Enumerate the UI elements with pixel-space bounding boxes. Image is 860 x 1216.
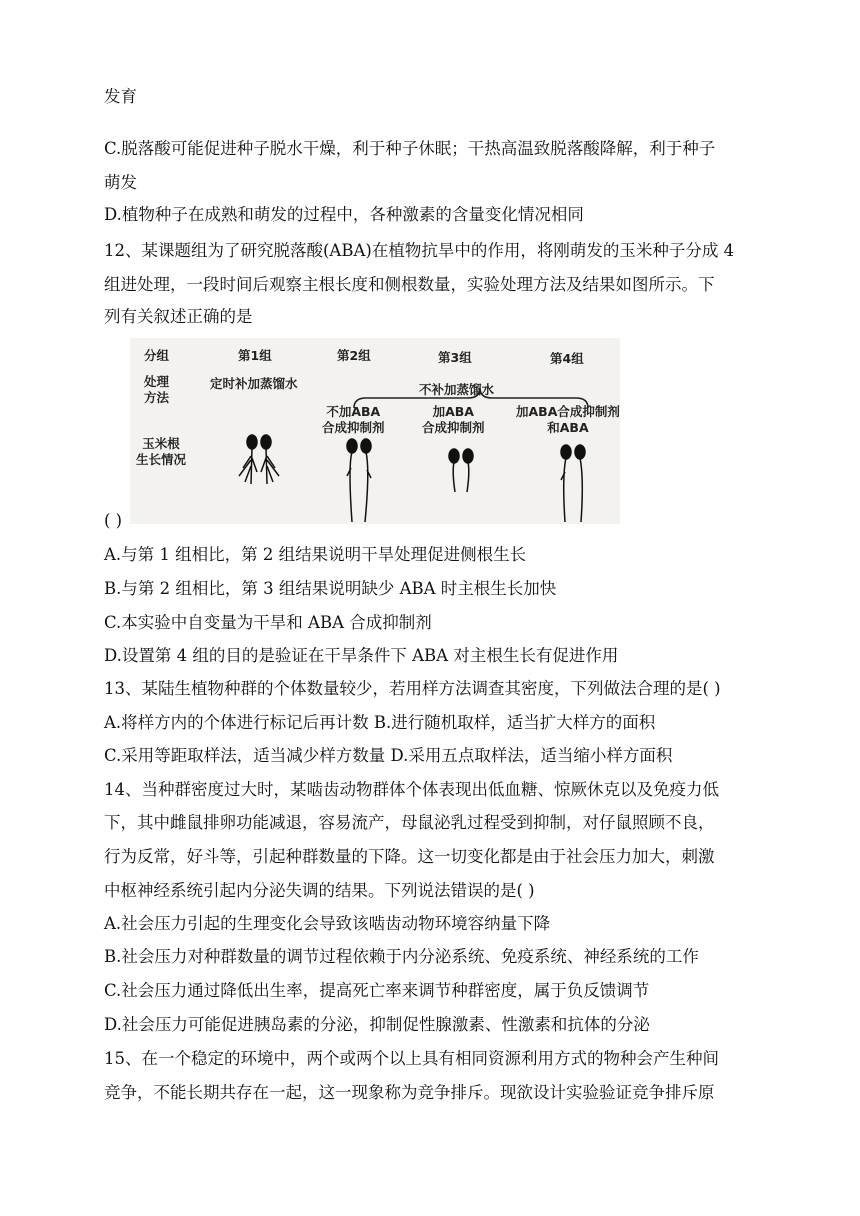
group-1-seedlings [230,432,290,496]
text-line: 下，其中雌鼠排卵功能减退，容易流产，母鼠泌乳过程受到抑制，对仔鼠照顾不良， [104,813,715,832]
text-line: 14、当种群密度过大时，某啮齿动物群体个体表现出低血糖、惊厥休克以及免疫力低 [104,780,719,799]
text-line: C.采用等距取样法，适当减少样方数量 D.采用五点取样法，适当缩小样方面积 [104,746,673,765]
text-line: A.社会压力引起的生理变化会导致该啮齿动物环境容纳量下降 [104,914,551,933]
text-line: 竞争，不能长期共存在一起，这一现象称为竞争排斥。现欲设计实验验证竞争排斥原 [104,1083,715,1102]
text-line: A.与第 1 组相比，第 2 组结果说明干旱处理促进侧根生长 [104,545,527,564]
text-line: 12、某课题组为了研究脱落酸(ABA)在植物抗旱中的作用，将刚萌发的玉米种子分成 4 [104,241,735,260]
text-line: 15、在一个稳定的环境中，两个或两个以上具有相同资源利用方式的物种会产生种间 [104,1049,719,1068]
group-4-seedlings [554,442,594,524]
group-2-label: 第2组 [337,348,371,363]
text-line: D.社会压力可能促进胰岛素的分泌，抑制促性腺激素、性激素和抗体的分泌 [104,1015,650,1034]
text-line: C.本实验中自变量为干旱和 ABA 合成抑制剂 [104,613,432,632]
group-3-treatment: 加ABA 合成抑制剂 [422,404,485,435]
text-line: D.设置第 4 组的目的是验证在干旱条件下 ABA 对主根生长有促进作用 [104,646,619,665]
text-line: 行为反常，好斗等，引起种群数量的下降。这一切变化都是由于社会压力加大，刺激 [104,847,715,866]
group-3-label: 第3组 [438,350,472,365]
text-line: 列有关叙述正确的是 [104,307,253,326]
row-label-group: 分组 [144,348,170,363]
text-line: ( ) [104,511,123,530]
text-line: A.将样方内的个体进行标记后再计数 B.进行随机取样，适当扩大样方的面积 [104,713,656,732]
text-line: B.社会压力对种群数量的调节过程依赖于内分泌系统、免疫系统、神经系统的工作 [104,947,699,966]
text-line: 发育 [104,87,137,106]
text-line: 中枢神经系统引起内分泌失调的结果。下列说法错误的是( ) [104,881,535,900]
text-line: B.与第 2 组相比，第 3 组结果说明缺少 ABA 时主根生长加快 [104,579,557,598]
shared-treatment: 不补加蒸馏水 [419,382,495,397]
group-1-treatment: 定时补加蒸馏水 [210,376,298,391]
group-2-treatment: 不加ABA 合成抑制剂 [322,404,385,435]
group-3-seedlings [442,448,482,496]
experiment-figure [130,338,620,524]
text-line: 萌发 [104,173,137,192]
row-label-growth: 玉米根 生长情况 [136,436,187,467]
row-label-treatment: 处理 方法 [144,374,170,405]
text-line: D.植物种子在成熟和萌发的过程中，各种激素的含量变化情况相同 [104,205,584,224]
group-4-treatment: 加ABA合成抑制剂 和ABA [516,404,620,435]
text-line: 组进处理，一段时间后观察主根长度和侧根数量，实验处理方法及结果如图所示。下 [104,275,715,294]
group-4-label: 第4组 [550,351,584,366]
group-1-label: 第1组 [238,348,272,363]
text-line: C.社会压力通过降低出生率，提高死亡率来调节种群密度，属于负反馈调节 [104,981,650,1000]
text-line: C.脱落酸可能促进种子脱水干燥，利于种子休眠；干热高温致脱落酸降解，利于种子 [104,139,716,158]
group-2-seedlings [338,436,388,524]
text-line: 13、某陆生植物种群的个体数量较少，若用样方法调查其密度，下列做法合理的是( ) [104,679,721,698]
